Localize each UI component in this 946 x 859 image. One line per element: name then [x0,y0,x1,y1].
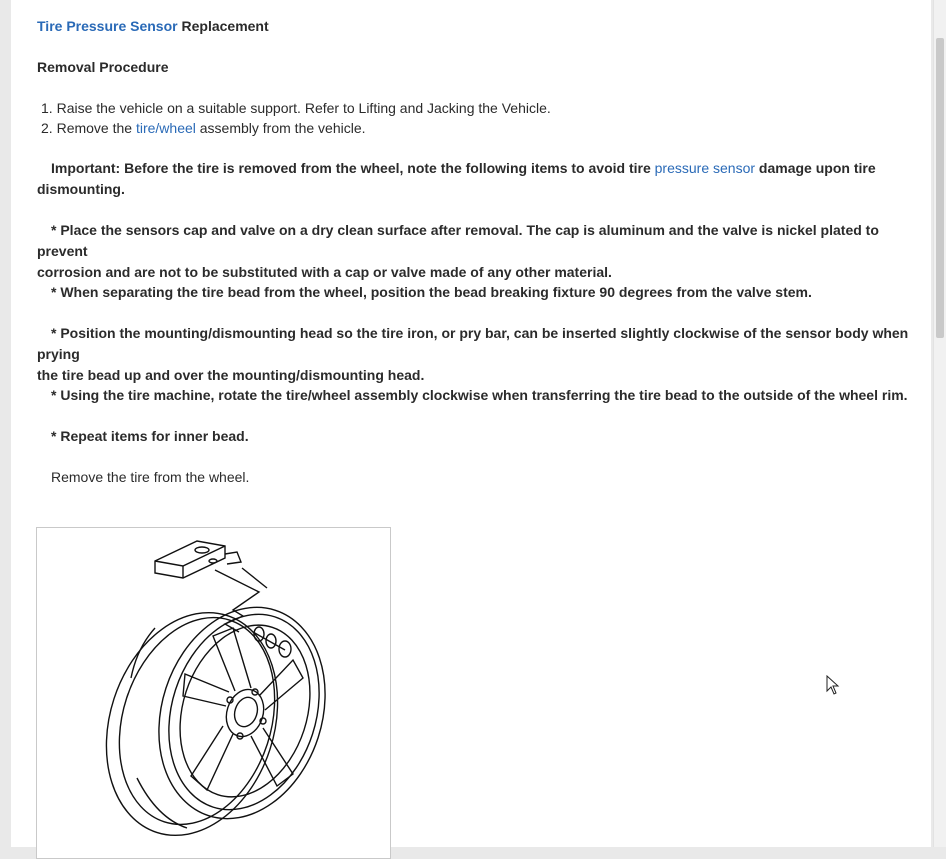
bullet-line: the tire bead up and over the mounting/dismounting head. [37,367,425,383]
mouse-pointer-icon [826,675,840,695]
document-page [11,0,931,847]
bullet-line: * Using the tire machine, rotate the tire/wheel assembly clockwise when transferring the tire bead to the outside of the wheel rim. [51,387,908,403]
pressure-sensor-link[interactable]: pressure sensor [654,160,756,176]
important-line2: dismounting. [37,181,125,197]
step-1 [41,98,551,119]
tire-pressure-sensor-and-wheel-illustration [37,528,390,848]
bullet-item [37,323,909,386]
bullet-item [37,426,909,447]
figure-frame [36,527,391,859]
bullet-line: * Place the sensors cap and valve on a dry clean surface after removal. The cap is aluminum and the valve is nickel plated to prevent [37,222,879,259]
step-text-pre: Remove the [56,120,136,136]
bullet-item [37,385,909,406]
page-title [37,16,269,37]
step-number: 1. [41,100,53,116]
title-link-tire-pressure-sensor[interactable]: Tire Pressure Sensor [37,18,178,34]
title-rest: Replacement [177,18,269,34]
scrollbar-thumb[interactable] [936,38,944,338]
step-text: Raise the vehicle on a suitable support. Refer to Lifting and Jacking the Vehicle. [56,100,551,116]
bullet-item [37,220,909,283]
section-heading: Removal Procedure [37,59,169,75]
bullet-line: corrosion and are not to be substituted with a cap or valve made of any other material. [37,264,612,280]
step-text-post: assembly from the vehicle. [195,120,366,136]
vertical-scrollbar[interactable] [933,0,946,847]
step-2 [41,118,366,139]
important-note [37,158,909,200]
important-post: damage upon tire [755,160,876,176]
bullet-line: * Position the mounting/dismounting head so the tire iron, or pry bar, can be inserted slightly clockwise of the sensor body when prying [37,325,909,362]
important-pre: Important: Before the tire is removed from the wheel, note the following items to avoid tire [51,160,655,176]
tire-wheel-link[interactable]: tire/wheel [135,120,196,136]
step-number: 2. [41,120,53,136]
bullet-item [37,282,909,303]
bullet-line: * When separating the tire bead from the wheel, position the bead breaking fixture 90 degrees from the valve stem. [51,284,812,300]
bullet-line: * Repeat items for inner bead. [51,428,249,444]
final-instruction: Remove the tire from the wheel. [51,469,250,485]
